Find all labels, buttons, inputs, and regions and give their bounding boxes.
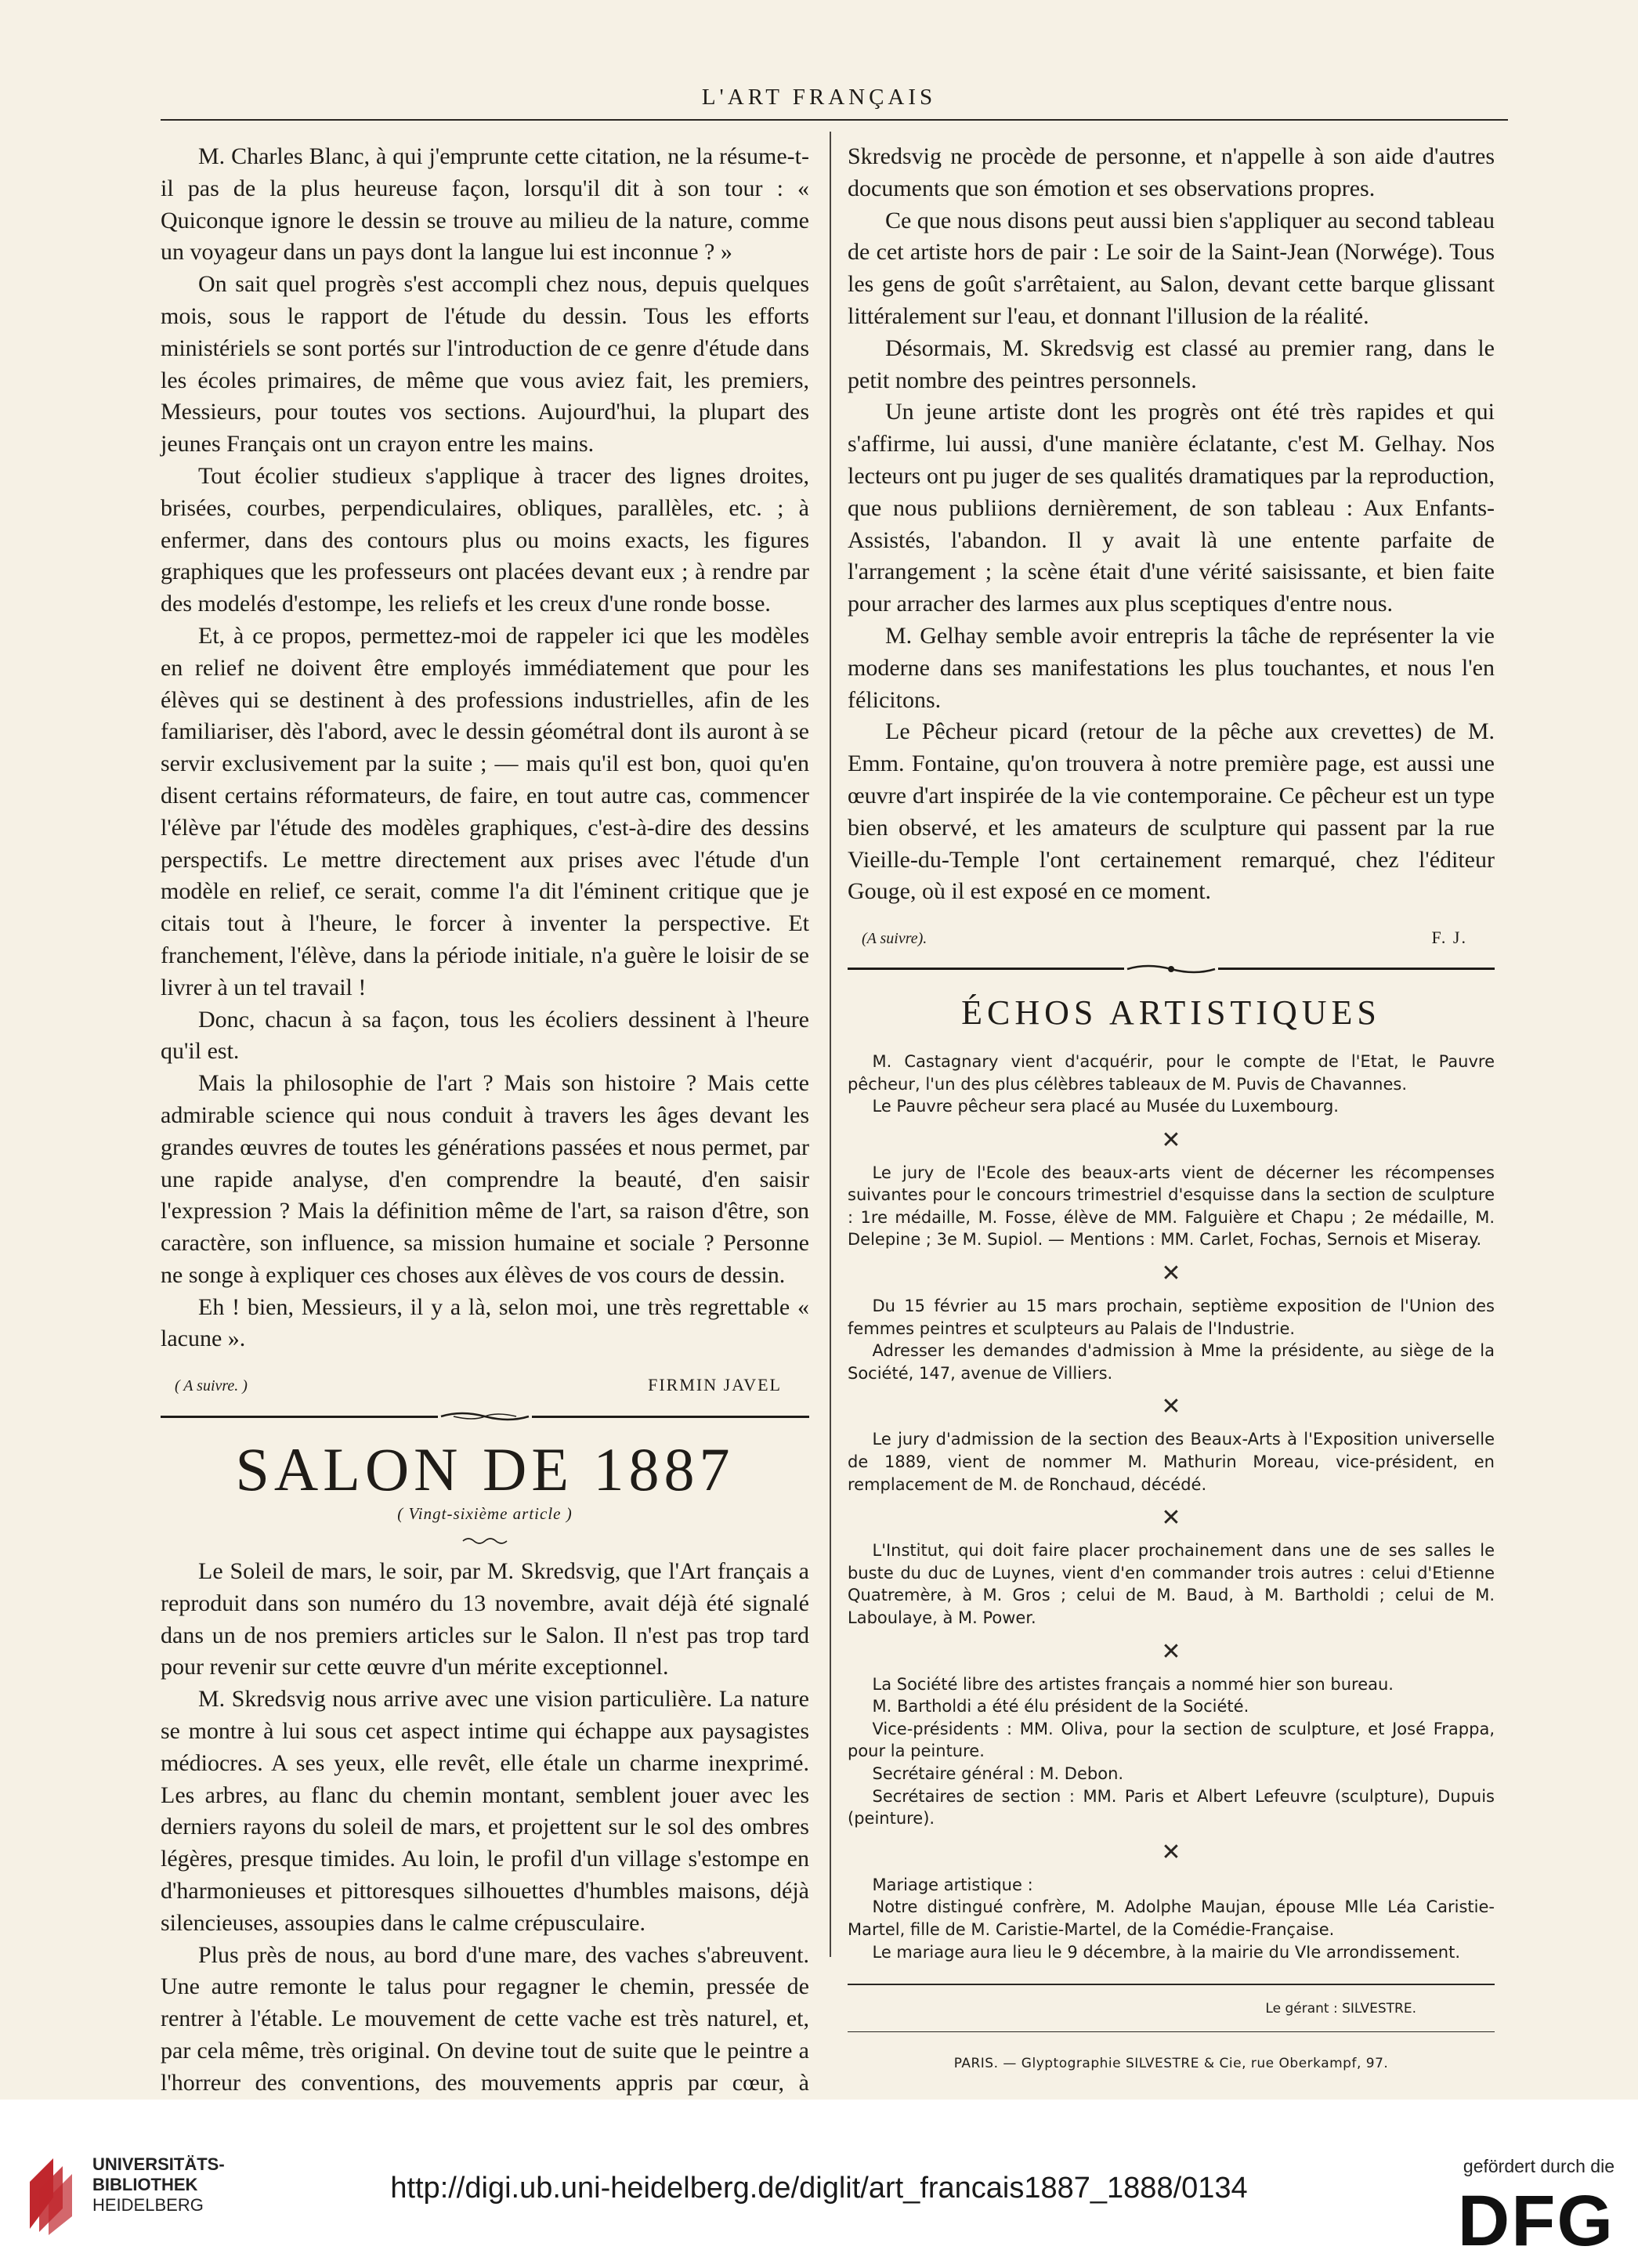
wave-ornament-icon: [461, 1535, 508, 1547]
paragraph: Plus près de nous, au bord d'une mare, des vaches s'abreuvent. Une autre remonte le talus pour regagner le chemin, pressée de rentrer à l'étable. Le mouvement de cette vache est très naturel, et, par cela même, très original. On devine tout de suite que le peintre a l'horreur des conventions, des mouvements appris par cœur, à: [161, 1941, 809, 2096]
echo-text: Le Pauvre pêcheur sera placé au Musée du Luxembourg.: [872, 1097, 1339, 1116]
printer-imprint: PARIS. — Glyptographie SILVESTRE & Cie, rue Oberkampf, 97.: [953, 2055, 1389, 2071]
echo-text: Vice-présidents : MM. Oliva, pour la section de sculpture, et José Frappa, pour la peinture.: [848, 1719, 1495, 1761]
echo-item: [848, 1051, 1495, 1118]
library-line: UNIVERSITÄTS-: [92, 2154, 225, 2174]
echo-text: M. Bartholdi a été élu président de la Société.: [872, 1697, 1249, 1716]
echo-text: Le jury d'admission de la section des Beaux-Arts à l'Exposition universelle de 1889, vient de nommer M. Mathurin Moreau, vice-président, en remplacement de M. de Ronchaud, décédé.: [848, 1430, 1495, 1494]
funded-by-label: gefördert durch die: [1463, 2156, 1614, 2176]
dfg-logo: DFG: [1457, 2181, 1614, 2261]
echo-item: [848, 1162, 1495, 1251]
paragraph: Et, à ce propos, permettez-moi de rappeler ici que les modèles en relief ne doivent être employés immédiatement que pour les élèves qui se destinent à des professions industrielles, afin de les familiariser, dès l'abord, avec le dessin géométral dont ils auront à se servir exclusivement par la suite ; — mais qu'il est bon, quoi qu'en disent certains réformateurs, de faire, en tout autre cas, commencer l'élève par l'étude des modèles graphiques, c'est-à-dire des dessins perspectifs. Le mettre directement aux prises avec l'étude d'un modèle en relief, ce serait, comme l'a dit l'éminent critique que je citais tout à l'heure, le forcer à inventer la perspective. Et franchement, l'élève, dans la période initiale, n'a guère le loisir de se livrer à un tel travail !: [161, 622, 809, 1000]
salon-subtitle: ( Vingt-sixième article ): [397, 1504, 573, 1524]
echo-text: Du 15 février au 15 mars prochain, septième exposition de l'Union des femmes peintres et sculpteurs au Palais de l'Industrie.: [848, 1297, 1495, 1338]
paragraph: Un jeune artiste dont les progrès ont été très rapides et qui s'affirme, lui aussi, d'une manière éclatante, c'est M. Gelhay. Nos lecteurs ont pu juger de ses qualités dramatiques par la reproduction, que nous publiions dernièrement, de son tableau : Aux Enfants-Assistés, l'abandon. Il y avait là une entente parfaite de l'arrangement ; la scène était d'une vérité saisissante, et bien faite pour arracher des larmes aux plus sceptiques d'entre nous.: [848, 399, 1495, 617]
author-initials: F. J.: [1431, 928, 1467, 948]
cross-separator-icon: ✕: [1161, 1839, 1181, 1865]
paragraph: Skredsvig ne procède de personne, et n'appelle à son aide d'autres documents que son émotion et ses observations propres.: [848, 143, 1495, 201]
cross-separator-icon: ✕: [1161, 1261, 1181, 1287]
scroll-ornament-icon: [438, 1410, 532, 1423]
head-rule: [161, 119, 1508, 121]
echo-text: M. Castagnary vient d'acquérir, pour le compte de l'Etat, le Pauvre pêcheur, l'un des plus célèbres tableaux de M. Puvis de Chavannes.: [848, 1051, 1495, 1094]
cross-separator-icon: ✕: [1161, 1505, 1181, 1532]
ornamental-rule: [161, 1410, 809, 1423]
signature-row: [848, 922, 1495, 955]
right-column: [848, 141, 1495, 2080]
paragraph: M. Charles Blanc, à qui j'emprunte cette citation, ne la résume-t-il pas de la plus heureuse façon, lorsqu'il dit à son tour : « Quiconque ignore le dessin se trouve au milieu de la nature, comme un voyageur dans un pays dont la langue lui est inconnue ? »: [161, 143, 809, 266]
gerant-line: Le gérant : SILVESTRE.: [848, 1984, 1495, 2032]
cross-separator-icon: ✕: [1161, 1638, 1181, 1665]
cross-separator-icon: ✕: [1161, 1394, 1181, 1420]
signature-row: [161, 1369, 809, 1402]
paragraph: On sait quel progrès s'est accompli chez nous, depuis quelques mois, sous le rapport de l'étude du dessin. Tous les efforts ministériels se sont portés sur l'introduction de ce genre d'étude dans les écoles primaires, de même que vous aviez fait, les premiers, Messieurs, pour toutes vos sections. Aujourd'hui, la plupart des jeunes Français ont un crayon entre les mains.: [161, 271, 809, 458]
paragraph: M. Skredsvig nous arrive avec une vision particulière. La nature se montre à lui sous cet aspect intime qui échappe aux paysagistes médiocres. A ses yeux, elle revêt, elle étale un charme inexprimé. Les arbres, au flanc du chemin montant, semblent jouer avec les derniers rayons du soleil de mars, et projettent sur le sol des ombres légères, presque timides. Au loin, le profil d'un village s'estompe en d'harmonieuses et pittoresques silhouettes d'humbles maisons, déjà silencieuses, assoupies dans le calme crépusculaire.: [161, 1686, 809, 1936]
echo-item: [848, 1673, 1495, 1830]
library-line: HEIDELBERG: [92, 2195, 204, 2215]
left-column: [161, 141, 809, 2163]
wave-ornament: [161, 1525, 809, 1540]
echo-text: Le jury de l'Ecole des beaux-arts vient de décerner les récompenses suivantes pour le concours trimestriel d'esquisse dans la section de sculpture : 1re médaille, M. Fosse, élève de MM. Falguière et Chapu ; 2e médaille, M. Delepine ; 3e M. Supiol. — Mentions : MM. Carlet, Fochas, Sernois et Miseray.: [848, 1163, 1495, 1250]
echo-text: Mariage artistique :: [872, 1875, 1033, 1894]
echo-item: [848, 1295, 1495, 1384]
source-url-link[interactable]: http://digi.ub.uni-heidelberg.de/diglit/art_francais1887_1888/0134: [390, 2172, 1248, 2205]
echo-item: [848, 1539, 1495, 1629]
cross-separator-icon: ✕: [1161, 1127, 1181, 1153]
paragraph: M. Gelhay semble avoir entrepris la tâche de représenter la vie moderne dans ses manifestations les plus touchantes, et nous l'en félicitons.: [848, 622, 1495, 713]
library-line: BIBLIOTHEK: [92, 2175, 198, 2194]
echo-text: Secrétaire général : M. Debon.: [872, 1763, 1124, 1783]
echo-text: Notre distingué confrère, M. Adolphe Maujan, épouse Mlle Léa Caristie-Martel, fille de M. Caristie-Martel, de la Comédie-Française.: [848, 1897, 1495, 1939]
column-divider: [830, 132, 831, 1957]
ornamental-rule: [848, 963, 1495, 975]
author-signature: FIRMIN JAVEL: [648, 1375, 782, 1395]
echo-text: Adresser les demandes d'admission à Mme la présidente, au siège de la Société, 147, avenue de Villiers.: [848, 1341, 1495, 1383]
paragraph: Mais la philosophie de l'art ? Mais son histoire ? Mais cette admirable science qui nous conduit à travers les âges devant les grandes œuvres de toutes les générations passées et nous permet, par une rapide analyse, d'en comprendre la beauté, d'en saisir l'expression ? Mais la définition même de l'art, sa raison d'être, son caractère, son influence, sa mission humaine et sociale ? Personne ne songe à expliquer ces choses aux élèves de vos cours de dessin.: [161, 1070, 809, 1288]
echo-text: L'Institut, qui doit faire placer prochainement dans une de ses salles le buste du duc de Luynes, vient d'en commander trois autres : celui d'Etienne Quatremère, à M. Gros ; celui de M. Baud, à M. Bartholdi ; celui de M. Laboulaye, à M. Power.: [848, 1541, 1495, 1628]
echo-text: La Société libre des artistes français a nommé hier son bureau.: [872, 1674, 1394, 1694]
echo-text: Le mariage aura lieu le 9 décembre, à la mairie du VIe arrondissement.: [872, 1942, 1460, 1962]
a-suivre-note: ( A suivre. ): [175, 1377, 248, 1395]
salon-title: SALON DE 1887: [235, 1435, 735, 1504]
a-suivre-note: (A suivre).: [862, 930, 927, 948]
paragraph: Ce que nous disons peut aussi bien s'appliquer au second tableau de cet artiste hors de pair : Le soir de la Saint-Jean (Norwége). Tous les gens de goût s'arrêtaient, au Salon, devant cette barque glissant littéralement sur l'eau, et donnant l'illusion de la réalité.: [848, 207, 1495, 329]
running-head: L'ART FRANÇAIS: [701, 85, 937, 110]
echo-text: Secrétaires de section : MM. Paris et Albert Lefeuvre (sculpture), Dupuis (peinture).: [848, 1786, 1495, 1829]
paragraph: Eh ! bien, Messieurs, il y a là, selon moi, une très regrettable « lacune ».: [161, 1293, 809, 1352]
echo-item: [848, 1428, 1495, 1496]
paragraph: Désormais, M. Skredsvig est classé au premier rang, dans le petit nombre des peintres personnels.: [848, 335, 1495, 393]
scroll-ornament-icon: [1124, 963, 1218, 975]
echo-item: [848, 1874, 1495, 1963]
paragraph: Tout écolier studieux s'applique à tracer des lignes droites, brisées, courbes, perpendiculaires, obliques, parallèles, etc. ; à enfermer, dans des contours plus ou moins exacts, les figures graphiques que les professeurs ont placées devant eux ; à rendre par des modelés d'estompe, les reliefs et les creux d'une ronde bosse.: [161, 462, 809, 617]
paragraph: Le Pêcheur picard (retour de la pêche aux crevettes) de M. Emm. Fontaine, qu'on trouvera à notre première page, est aussi une œuvre d'art inspirée de la vie contemporaine. Ce pêcheur est un type bien observé, et les amateurs de sculpture qui passent par la rue Vieille-du-Temple l'ont certainement remarqué, chez l'éditeur Gouge, où il est exposé en ce moment.: [848, 718, 1495, 905]
paragraph: Donc, chacun à sa façon, tous les écoliers dessinent à l'heure qu'il est.: [161, 1006, 809, 1065]
paragraph: Le Soleil de mars, le soir, par M. Skredsvig, que l'Art français a reproduit dans son numéro du 13 novembre, avait déjà été signalé dans un de nos premiers articles sur le Salon. Il n'est pas trop tard pour revenir sur cette œuvre d'un mérite exceptionnel.: [161, 1558, 809, 1680]
echos-title: ÉCHOS ARTISTIQUES: [961, 993, 1381, 1032]
